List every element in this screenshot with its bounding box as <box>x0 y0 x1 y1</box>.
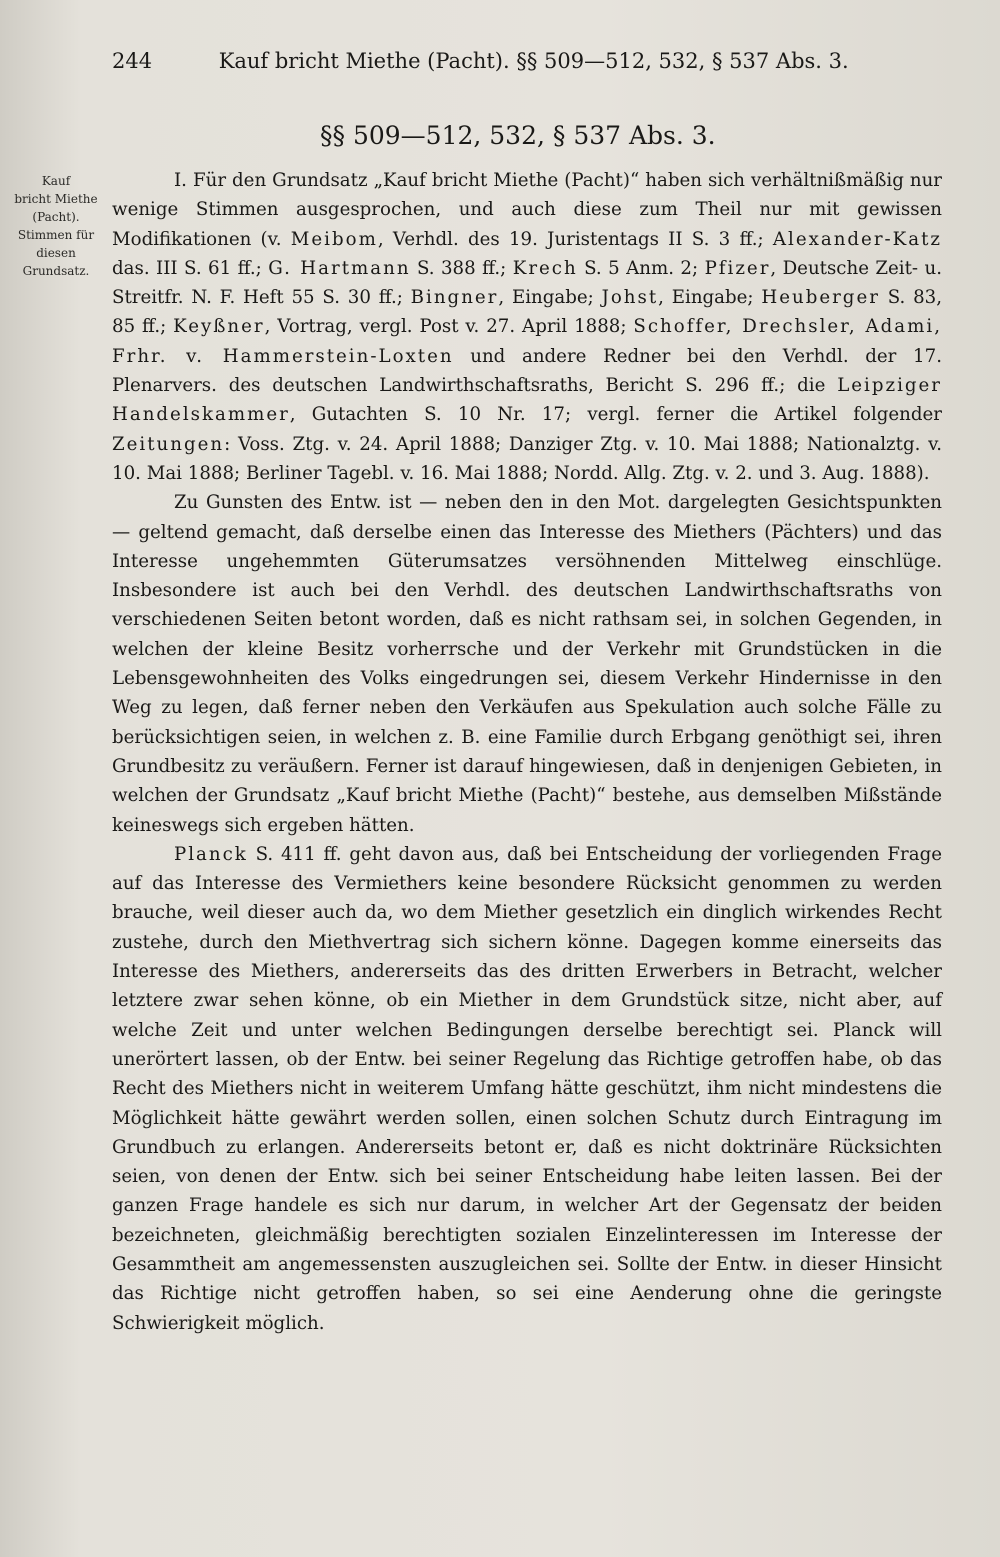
cited-name: Pfizer <box>704 257 771 279</box>
paragraph-text: , Verhdl. des 19. Juristentags II S. 3 ff.; <box>377 228 773 250</box>
margin-note <box>4 172 108 280</box>
margin-note-line: Stimmen für <box>17 228 95 242</box>
page-header <box>112 44 892 78</box>
cited-name: Meibom <box>290 228 378 250</box>
margin-note-line: (Pacht). <box>32 210 80 224</box>
body-text <box>112 166 942 1338</box>
paragraph-text: , Deutsche Zeit- u. Streitfr. N. F. Heft 55 S. 30 ff.; <box>112 257 942 309</box>
margin-note-line: Grundsatz. <box>22 264 90 278</box>
cited-name: G. Hartmann <box>268 257 411 279</box>
cited-name: Keyßner <box>173 316 265 338</box>
cited-name: Schoffer, Drechsler, Adami, Frhr. v. Hammerstein-Loxten <box>112 316 942 367</box>
cited-name: Johst <box>601 287 659 309</box>
paragraph-text: , Eingabe; <box>658 287 762 309</box>
paragraph-text: , Gutachten S. 10 Nr. 17; vergl. ferner die Artikel folgender <box>289 404 942 426</box>
paragraph-text: , Eingabe; <box>498 287 602 309</box>
paragraph-text: , Vortrag, vergl. Post v. 27. April 1888; <box>264 316 634 338</box>
paragraph-text: S. 5 Anm. 2; <box>577 257 705 279</box>
cited-name: Leipziger Handelskammer <box>112 375 942 426</box>
page-number: 244 <box>112 49 153 73</box>
paragraph-text: das. III S. 61 ff.; <box>112 257 269 279</box>
paragraph-text: : Voss. Ztg. v. 24. April 1888; Danziger Ztg. v. 10. Mai 1888; Nationalztg. v. 10. Mai 1888; Berliner Tagebl. v. 16. Mai 1888; Nordd. Allg. Ztg. v. 2. und 3. Aug. 1888). <box>112 433 942 484</box>
margin-note-line: Kauf <box>41 174 71 188</box>
paragraph-text: und andere Redner bei den Verhdl. der 17. Plenarvers. des deutschen Landwirthschaftsraths, Bericht S. 296 ff.; die <box>112 345 942 397</box>
cited-name: Zeitungen <box>112 433 225 455</box>
cited-name: Heuberger <box>761 287 880 309</box>
cited-name: Alexander-Katz <box>772 228 942 250</box>
cited-name: Krech <box>512 257 578 279</box>
margin-note-line: diesen <box>36 246 76 260</box>
paragraph-text: I. Für den Grundsatz „Kauf bricht Miethe (Pacht)“ haben sich verhältnißmäßig nur wenige Stimmen ausgesprochen, und auch diese zum Theil nur mit gewissen Modifikationen (v. <box>112 170 942 250</box>
paragraph-3 <box>112 840 942 1338</box>
paragraph-text: S. 388 ff.; <box>410 257 513 279</box>
cited-name: Bingner <box>410 287 499 309</box>
paragraph-2: Zu Gunsten des Entw. ist — neben den in den Mot. dargelegten Gesichtspunkten — geltend gemacht, daß derselbe einen das Interesse des Miethers (Pächters) und das Interesse ungehemmten Güterumsatzes versöhnenden Mittelweg einschlüge. Insbesondere ist auch bei den Verhdl. des deutschen Landwirthschaftsraths von verschiedenen Seiten betont worden, daß es nicht rathsam sei, in solchen Gegenden, in welchen der kleine Besitz vorherrsche und der Verkehr mit Grundstücken in die Lebensgewohnheiten des Volks eingedrungen sei, diesem Verkehr Hindernisse in den Weg zu legen, daß ferner neben den Verkäufen aus Spekulation auch solche Fälle zu berücksichtigen seien, in welchen z. B. eine Familie durch Erbgang genöthigt sei, ihren Grundbesitz zu veräußern. Ferner ist darauf hingewiesen, daß in denjenigen Gebieten, in welchen der Grundsatz „Kauf bricht Miethe (Pacht)“ bestehe, aus demselben Mißstände keineswegs sich ergeben hätten. <box>112 492 942 836</box>
cited-name: Planck <box>174 843 248 865</box>
margin-note-line: bricht Miethe <box>14 192 98 206</box>
paragraph-text: S. 83, 85 ff.; <box>112 287 942 338</box>
running-head: Kauf bricht Miethe (Pacht). §§ 509—512, 532, § 537 Abs. 3. <box>218 49 849 73</box>
section-heading: §§ 509—512, 532, § 537 Abs. 3. <box>320 121 716 150</box>
paragraph-1 <box>112 166 942 488</box>
paragraph-text: S. 411 ff. geht davon aus, daß bei Entscheidung der vorliegenden Frage auf das Interesse des Vermiethers keine besondere Rücksicht genommen zu werden brauche, weil dieser auch da, wo dem Miether gesetzlich ein dinglich wirkendes Recht zustehe, durch den Miethvertrag sich sichern könne. Dagegen komme einerseits das Interesse des Miethers, andererseits das des dritten Erwerbers in Betracht, welcher letztere zwar sehen könne, ob ein Miether in dem Grundstück sitze, nicht aber, auf welche Zeit und unter welchen Bedingungen derselbe berechtigt sei. Planck will unerörtert lassen, ob der Entw. bei seiner Regelung das Richtige getroffen habe, ob das Recht des Miethers nicht in weiterem Umfang hätte geschützt, ihm nicht mindestens die Möglichkeit hätte gewährt werden sollen, einen solchen Schutz durch Eintragung im Grundbuch zu erlangen. Andererseits betont er, daß es nicht doktrinäre Rücksichten seien, von denen der Entw. sich bei seiner Entscheidung habe leiten lassen. Bei der ganzen Frage handele es sich nur darum, in welcher Art der Gegensatz der beiden bezeichneten, gleichmäßig berechtigten sozialen Einzelinteressen im Interesse der Gesammtheit am angemessensten auszugleichen sei. Sollte der Entw. in dieser Hinsicht das Richtige nicht getroffen haben, so sei eine Aenderung ohne die geringste Schwierigkeit möglich. <box>112 843 942 1334</box>
